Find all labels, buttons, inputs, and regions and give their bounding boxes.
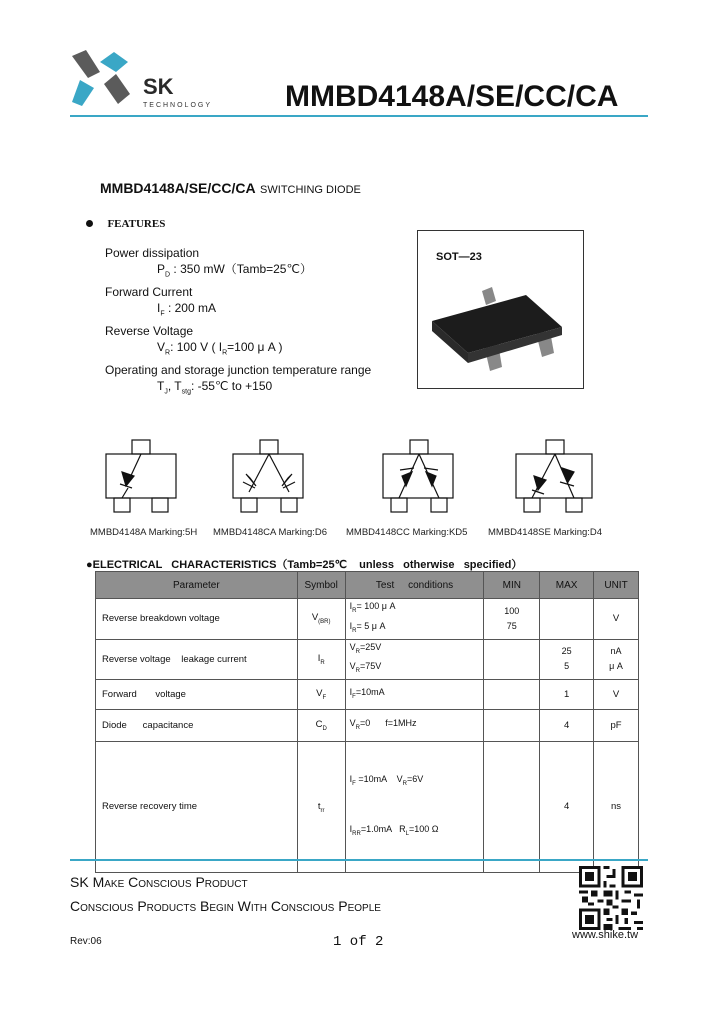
logo-subtitle: TECHNOLOGY bbox=[143, 102, 213, 109]
cond-cell: $V_R=0$ f=1MHz bbox=[345, 710, 484, 742]
reverse-label: Reverse Voltage bbox=[105, 323, 194, 338]
features-heading-text: FEATURES bbox=[107, 218, 166, 230]
col-min: MIN bbox=[484, 572, 540, 599]
table-header-row bbox=[96, 572, 639, 599]
col-symbol: Symbol bbox=[297, 572, 345, 599]
table-row bbox=[96, 680, 639, 710]
symbol-cell: $t_{rr}$ bbox=[297, 742, 345, 873]
website-url[interactable]: www.shike.tw bbox=[572, 929, 639, 941]
symbol-cell: $I_R$ bbox=[297, 639, 345, 680]
package-name: SOT—23 bbox=[436, 251, 482, 263]
diagram-mmbd4148a bbox=[106, 440, 176, 512]
param-cell: Reverse voltage leakage current bbox=[96, 639, 298, 680]
table-row bbox=[96, 639, 639, 680]
reverse-value: $V_R$: 100 V ( $I_R=100$ μ A ) bbox=[157, 340, 283, 357]
min-cell bbox=[484, 742, 540, 873]
cond-cell: $I_R= 100$ μ A $I_R= 5$ μ A bbox=[345, 599, 484, 640]
bullet-icon bbox=[86, 220, 93, 227]
features-heading bbox=[86, 214, 165, 232]
package-box bbox=[417, 230, 584, 389]
min-cell bbox=[484, 680, 540, 710]
features-list bbox=[105, 245, 405, 401]
table-row bbox=[96, 710, 639, 742]
sk-logo-icon bbox=[70, 50, 132, 106]
diagram-mmbd4148cc bbox=[383, 440, 453, 512]
diagram-mmbd4148ca bbox=[233, 440, 303, 512]
param-cell: Forward voltage bbox=[96, 680, 298, 710]
marking-3: MMBD4148CC Marking:KD5 bbox=[346, 527, 468, 538]
col-max: MAX bbox=[540, 572, 594, 599]
sot23-package-icon bbox=[426, 281, 576, 381]
col-test-conditions: Test conditions bbox=[345, 572, 484, 599]
electrical-heading: ●ELECTRICAL CHARACTERISTICS（Tamb=25℃ unless otherwise specified） bbox=[86, 559, 523, 571]
min-cell bbox=[484, 639, 540, 680]
subtitle-part: MMBD4148A/SE/CC/CA bbox=[100, 180, 256, 196]
col-unit: UNIT bbox=[594, 572, 639, 599]
max-cell: 4 bbox=[540, 742, 594, 873]
page-title: MMBD4148A/SE/CC/CA bbox=[285, 80, 619, 113]
min-cell: 100 75 bbox=[484, 599, 540, 640]
unit-cell: V bbox=[594, 680, 639, 710]
cond-cell: $I_F=10mA$ bbox=[345, 680, 484, 710]
param-cell: Reverse breakdown voltage bbox=[96, 599, 298, 640]
page-number: 1 of 2 bbox=[333, 934, 384, 950]
symbol-cell: $C_D$ bbox=[297, 710, 345, 742]
col-parameter: Parameter bbox=[96, 572, 298, 599]
unit-cell: ns bbox=[594, 742, 639, 873]
electrical-table bbox=[95, 571, 639, 873]
unit-cell: nA μ A bbox=[594, 639, 639, 680]
max-cell: 25 5 bbox=[540, 639, 594, 680]
footer-rule bbox=[70, 859, 648, 861]
symbol-cell: $V_F$ bbox=[297, 680, 345, 710]
revision: Rev:06 bbox=[70, 936, 102, 947]
max-cell: 4 bbox=[540, 710, 594, 742]
footer-slogan-2: Conscious Products Begin With Conscious People bbox=[70, 898, 381, 914]
diagram-mmbd4148se bbox=[516, 440, 592, 512]
marking-1: MMBD4148A Marking:5H bbox=[90, 527, 198, 538]
forward-value: $I_F$ : 200 mA bbox=[157, 301, 216, 318]
diode-diagrams bbox=[100, 432, 600, 522]
param-cell: Diode capacitance bbox=[96, 710, 298, 742]
marking-2: MMBD4148CA Marking:D6 bbox=[213, 527, 328, 538]
electrical-heading-text: ELECTRICAL CHARACTERISTICS（Tamb=25℃ unless otherwise specified） bbox=[92, 559, 523, 571]
header-rule bbox=[70, 115, 648, 117]
temp-label: Operating and storage junction temperature range bbox=[105, 362, 372, 377]
table-row bbox=[96, 742, 639, 873]
forward-label: Forward Current bbox=[105, 284, 193, 299]
min-cell bbox=[484, 710, 540, 742]
logo-text: SK bbox=[143, 74, 174, 99]
table-row bbox=[96, 599, 639, 640]
power-label: Power dissipation bbox=[105, 246, 200, 260]
cond-cell: $I_F =10mA$ $V_R=6V$ $I_{RR}=1.0mA$ $R_L=100$ Ω bbox=[345, 742, 484, 873]
power-value: $P_D$ : 350 mW（Tamb=25℃） bbox=[157, 262, 312, 279]
max-cell bbox=[540, 599, 594, 640]
param-cell: Reverse recovery time bbox=[96, 742, 298, 873]
max-cell: 1 bbox=[540, 680, 594, 710]
footer-slogan-1: SK Make Conscious Product bbox=[70, 874, 248, 890]
subtitle bbox=[100, 180, 361, 198]
cond-cell: $V_R=25V$ $V_R=75V$ bbox=[345, 639, 484, 680]
subtitle-description: SWITCHING DIODE bbox=[260, 184, 361, 196]
marking-4: MMBD4148SE Marking:D4 bbox=[488, 527, 603, 538]
symbol-cell: $V_{(BR)}$ bbox=[297, 599, 345, 640]
unit-cell: V bbox=[594, 599, 639, 640]
temp-value: $T_J$, $T_{stg}$: -55℃ to +150 bbox=[157, 379, 273, 396]
qr-code-icon bbox=[579, 866, 643, 930]
unit-cell: pF bbox=[594, 710, 639, 742]
